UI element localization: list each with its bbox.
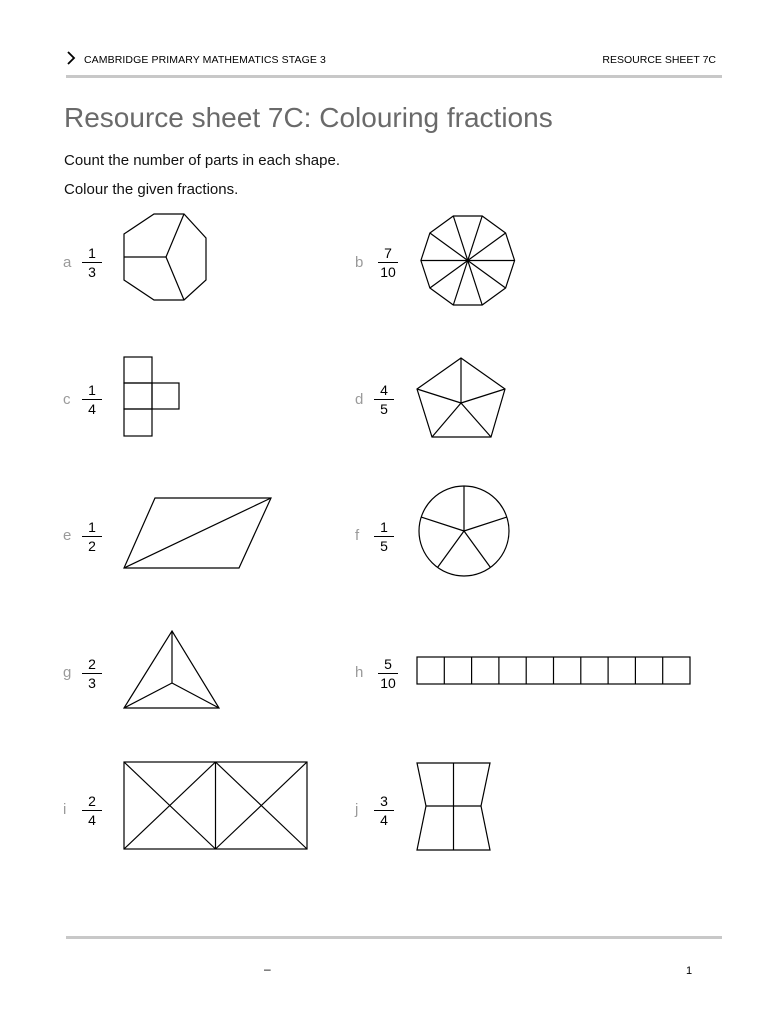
fraction-numerator: 1 <box>88 519 96 535</box>
page-number: 1 <box>686 965 693 977</box>
fraction-denominator: 3 <box>88 264 96 280</box>
footer-dash: – <box>264 962 271 976</box>
fraction-denominator: 3 <box>88 675 96 691</box>
fraction-denominator: 5 <box>380 538 388 554</box>
question-letter: j <box>355 801 359 818</box>
sheet-label: RESOURCE SHEET 7C <box>602 54 716 66</box>
series-title: CAMBRIDGE PRIMARY MATHEMATICS STAGE 3 <box>84 54 326 66</box>
question-letter: d <box>355 391 364 408</box>
fraction-numerator: 5 <box>384 656 392 672</box>
fraction-denominator: 10 <box>380 264 396 280</box>
fraction-denominator: 2 <box>88 538 96 554</box>
fraction-numerator: 1 <box>380 519 388 535</box>
fraction-denominator: 4 <box>88 401 96 417</box>
page-title: Resource sheet 7C: Colouring fractions <box>64 102 553 133</box>
question-letter: c <box>63 391 71 408</box>
footer-divider <box>66 936 722 939</box>
fraction-numerator: 4 <box>380 382 388 398</box>
fraction-numerator: 2 <box>88 793 96 809</box>
fraction-denominator: 4 <box>380 812 388 828</box>
fraction-numerator: 1 <box>88 245 96 261</box>
fraction-denominator: 10 <box>380 675 396 691</box>
question-letter: f <box>355 527 360 544</box>
fraction-denominator: 4 <box>88 812 96 828</box>
fraction-numerator: 1 <box>88 382 96 398</box>
instruction-count: Count the number of parts in each shape. <box>64 152 341 169</box>
question-letter: e <box>63 527 72 544</box>
question-letter: i <box>63 801 67 818</box>
fraction-denominator: 5 <box>380 401 388 417</box>
question-letter: h <box>355 664 364 681</box>
instruction-colour: Colour the given fractions. <box>64 181 239 198</box>
question-letter: g <box>63 664 72 681</box>
question-letter: a <box>63 254 72 271</box>
fraction-numerator: 2 <box>88 656 96 672</box>
fraction-numerator: 3 <box>380 793 388 809</box>
question-letter: b <box>355 254 364 271</box>
fraction-numerator: 7 <box>384 245 392 261</box>
